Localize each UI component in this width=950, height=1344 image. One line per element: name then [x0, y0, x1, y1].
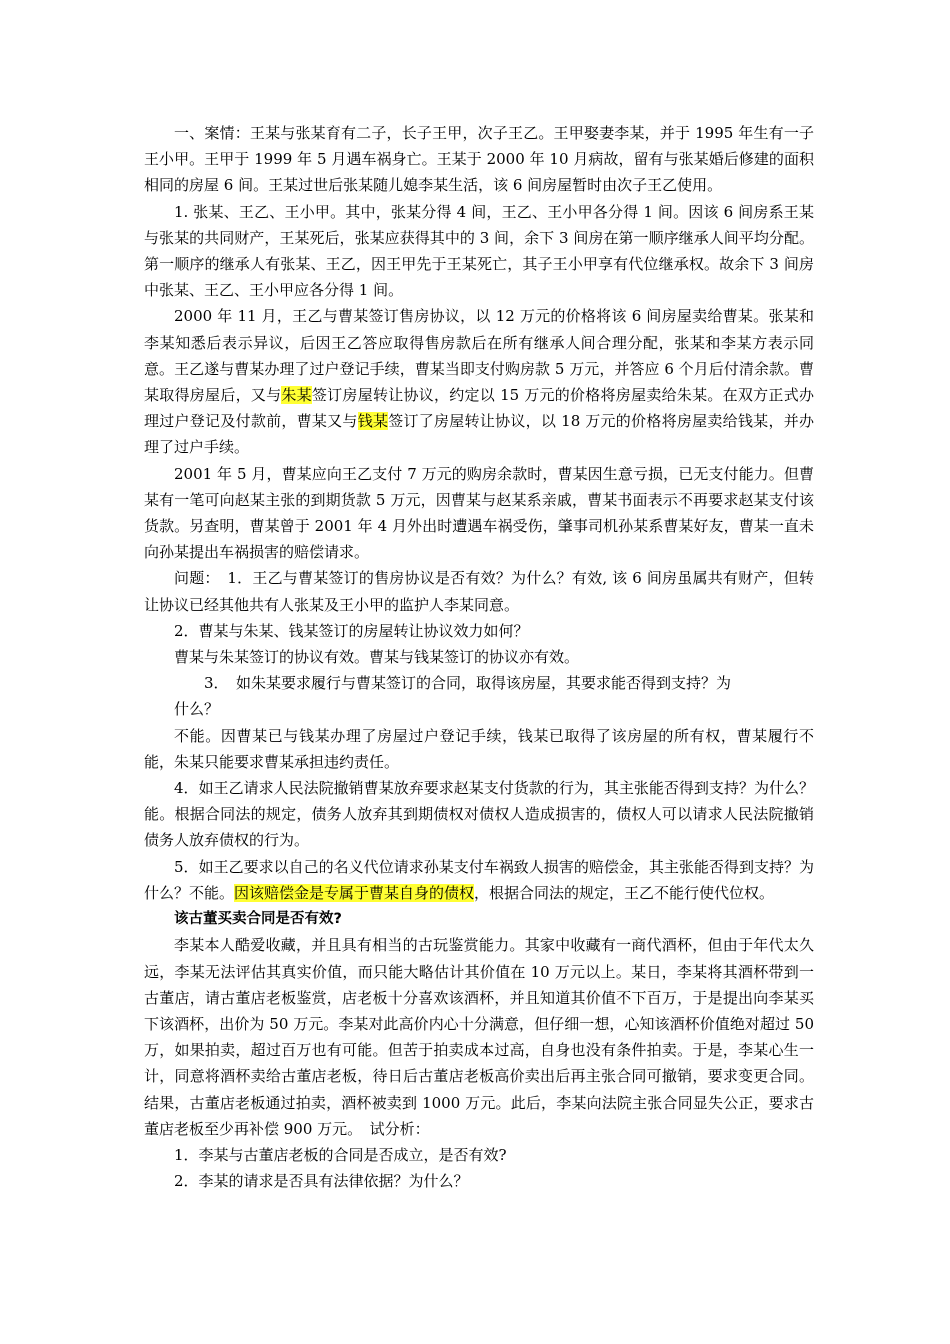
- highlight-qian: 钱某: [357, 412, 389, 431]
- question-3: 3． 如朱某要求履行与曹某签订的合同，取得该房屋，其要求能否得到支持？为: [204, 674, 732, 693]
- document-page: [144, 120, 814, 1194]
- case2-facts: 李某本人酷爱收藏，并且具有相当的古玩鉴赏能力。其家中收藏有一商代酒杯，但由于年代太久远，李某无法评估其真实价值，而只能大略估计其价值在 10 万元以上。某日，李某将其酒杯带到一古董店，请古董店老板鉴赏，店老板十分喜欢该酒杯，并且知道其价值不下百万，于是提出向李某买下该酒杯，出价为 50 万元。李某对此高价内心十分满意，但仔细一想，心知该酒杯价值绝对超过 50 万，如果拍卖，超过百万也有可能。但苦于拍卖成本过高，自身也没有条件拍卖。于是，李某心生一计，同意将酒杯卖给古董店老板，待日后古董店老板高价卖出后再主张合同可撤销，要求变更合同。结果，古董店老板通过拍卖，酒杯被卖到 1000 万元。此后，李某向法院主张合同显失公正，要求古董店老板至少再补偿 900 万元。 试分析：: [144, 936, 814, 1138]
- case2-question-1: 1．李某与古董店老板的合同是否成立，是否有效?: [174, 1145, 507, 1164]
- answer-2: 曹某与朱某签订的协议有效。曹某与钱某签订的协议亦有效。: [174, 648, 580, 667]
- sale-facts-part1: 2000 年 11 月，王乙与曹某签订售房协议，以 12 万元的价格将该 6 间房屋卖给曹某。张某和李某知悉后表示异议，后因王乙答应取得售房款后在所有继承人间合理分配，张某和李某方表示同意。王乙遂与曹某办理了过户登记手续，曹某当即支付购房款 5 万元，并答应 6 个月后付清余款。曹某取得房屋后，又与: [144, 307, 814, 405]
- question-4: 4．如王乙请求人民法院撤销曹某放弃要求赵某支付货款的行为，其主张能否得到支持？为什么？能。根据合同法的规定，债务人放弃其到期债权对债权人造成损害的，债权人可以请求人民法院撤销债务人放弃债权的行为。: [144, 779, 814, 850]
- debt-facts: 2001 年 5 月，曹某应向王乙支付 7 万元的购房余款时，曹某因生意亏损，已无支付能力。但曹某有一笔可向赵某主张的到期货款 5 万元，因曹某与赵某系亲戚，曹某书面表示不再要求赵某支付该货款。另查明，曹某曾于 2001 年 4 月外出时遭遇车祸受伤，肇事司机孙某系曹某好友，曹某一直未向孙某提出车祸损害的赔偿请求。: [144, 464, 814, 562]
- case1-facts: 一、案情：王某与张某育有二子，长子王甲，次子王乙。王甲娶妻李某，并于 1995 年生有一子王小甲。王甲于 1999 年 5 月遇车祸身亡。王某于 2000 年 10 月病故，留有与张某婚后修建的面积相同的房屋 6 间。王某过世后张某随儿媳李某生活，该 6 间房屋暂时由次子王乙使用。: [144, 124, 814, 195]
- highlight-zhu: 朱某: [281, 386, 312, 405]
- question-2: 2．曹某与朱某、钱某签订的房屋转让协议效力如何？: [174, 621, 529, 640]
- sale-facts-part2: 签订房屋转让协议，约定以 15 万元的价格将房屋卖给朱某。在双方正式办理过户登记及付款前，曹某又与: [144, 386, 814, 431]
- answer-3: 不能。因曹某已与钱某办理了房屋过户登记手续，钱某已取得了该房屋的所有权，曹某履行不能，朱某只能要求曹某承担违约责任。: [144, 726, 814, 771]
- sale-facts-part3: 签订了房屋转让协议，以 18 万元的价格将房屋卖给钱某，并办理了过户手续。: [144, 412, 814, 457]
- question-5: [144, 854, 814, 906]
- case2-title: 该古董买卖合同是否有效?: [174, 911, 342, 928]
- question-3-cont: 什么？: [174, 700, 220, 719]
- sale-facts: [144, 303, 814, 460]
- question-5-part1: 5．如王乙要求以自己的名义代位请求孙某支付车祸致人损害的赔偿金，其主张能否得到支持？为什么？不能。: [144, 857, 814, 902]
- question-5-part2: ，根据合同法的规定，王乙不能行使代位权。: [474, 883, 775, 902]
- case2-question-2: 2．李某的请求是否具有法律依据？为什么？: [174, 1172, 469, 1191]
- question-1: 问题： 1．王乙与曹某签订的售房协议是否有效？为什么？有效, 该 6 间房虽属共有财产，但转让协议已经其他共有人张某及王小甲的监护人李某同意。: [144, 569, 814, 614]
- highlight-compensation: 因该赔偿金是专属于曹某自身的债权: [234, 883, 475, 902]
- inheritance-answer: 1. 张某、王乙、王小甲。其中，张某分得 4 间，王乙、王小甲各分得 1 间。因该 6 间房系王某与张某的共同财产，王某死后，张某应获得其中的 3 间，余下 3 间房在第一顺序继承人间平均分配。第一顺序的继承人有张某、王乙，因王甲先于王某死亡，其子王小甲享有代位继承权。故余下 3 间房中张某、王乙、王小甲应各分得 1 间。: [144, 202, 814, 300]
